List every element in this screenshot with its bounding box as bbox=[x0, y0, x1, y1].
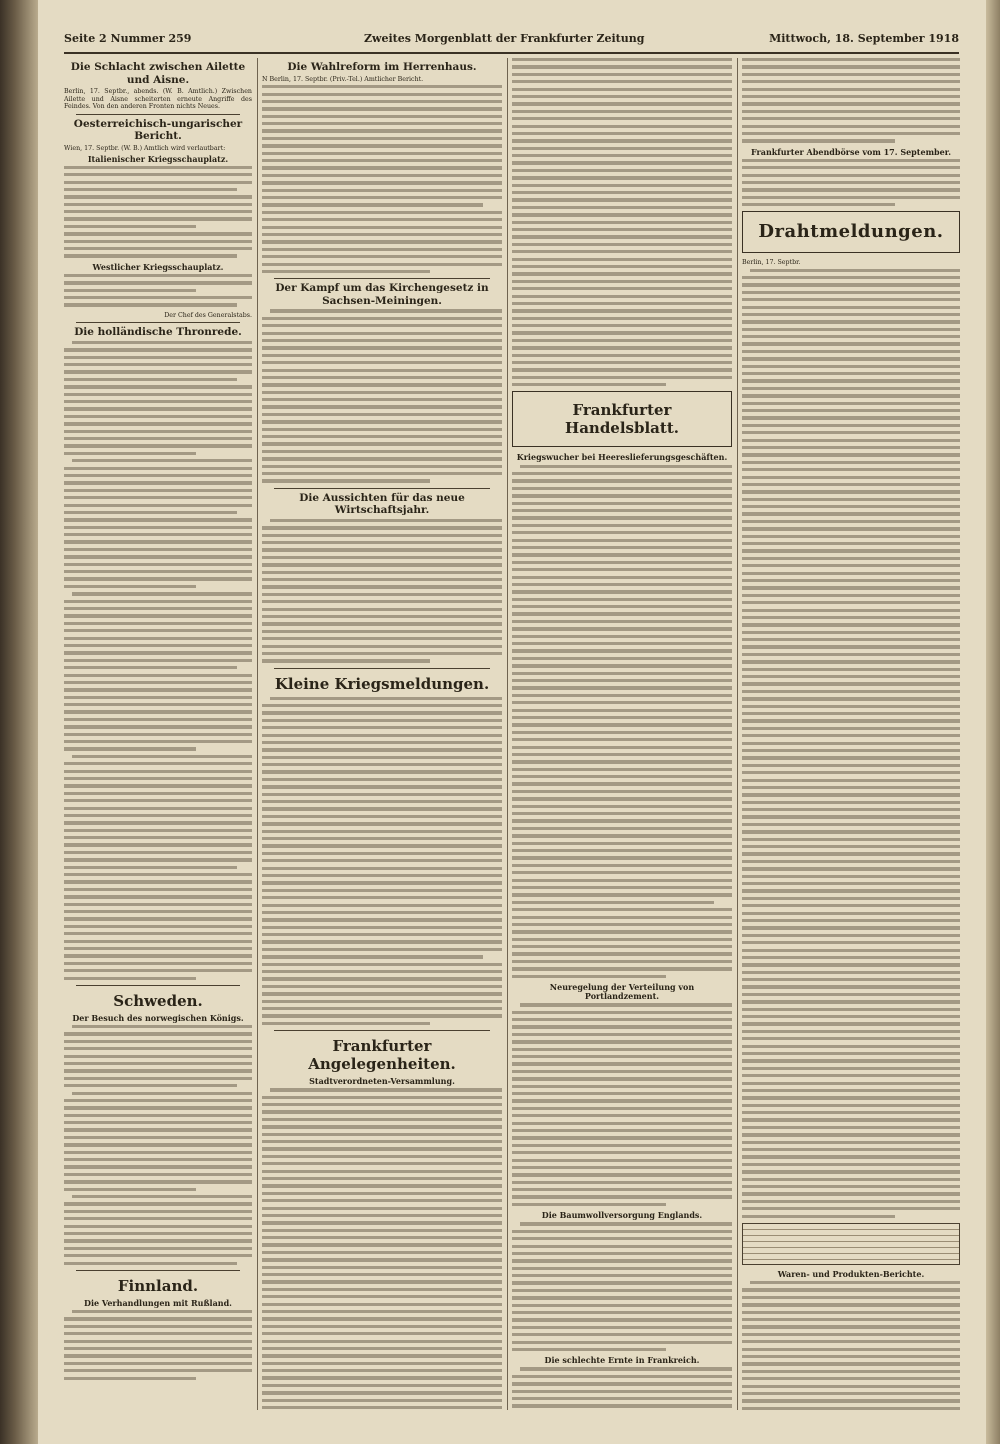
headline-sweden: Schweden. bbox=[113, 991, 203, 1010]
divider bbox=[274, 278, 490, 279]
masthead: Zweites Morgenblatt der Frankfurter Zeitung bbox=[364, 32, 645, 45]
headline-frankfurt-affairs: Frankfurter Angelegenheiten. bbox=[308, 1037, 456, 1074]
headline-war-reports: Kleine Kriegsmeldungen. bbox=[274, 674, 490, 693]
headline-economic-year: Die Aussichten für das neue Wirtschaftsjahr. bbox=[299, 491, 465, 517]
divider bbox=[76, 985, 240, 986]
subhead-commodity-reports: Waren- und Produkten-Berichte. bbox=[777, 1268, 925, 1279]
divider bbox=[274, 668, 490, 669]
article-body bbox=[512, 1003, 732, 1206]
article-body bbox=[262, 519, 502, 663]
subhead-evening-exchange: Frankfurter Abendbörse vom 17. September. bbox=[751, 146, 951, 157]
headline-finland: Finnland. bbox=[117, 1276, 199, 1295]
column-rule bbox=[257, 58, 258, 1410]
article-body bbox=[64, 166, 252, 258]
article-body bbox=[512, 58, 732, 386]
article-body bbox=[742, 58, 960, 143]
column-1 bbox=[64, 58, 252, 1410]
article-lead: Wien, 17. Septbr. (W. B.) Amtlich wird verlautbart: bbox=[64, 145, 226, 153]
divider bbox=[76, 322, 240, 323]
binding-left bbox=[0, 0, 38, 1444]
column-rule bbox=[737, 58, 738, 1410]
article-body bbox=[64, 1310, 252, 1380]
subhead-city-council: Stadtverordneten-Versammlung. bbox=[309, 1076, 455, 1087]
divider bbox=[76, 1270, 240, 1271]
article-body bbox=[742, 1281, 960, 1410]
subhead-norwegian-king: Der Besuch des norwegischen Königs. bbox=[72, 1012, 244, 1023]
article-lead: Berlin, 17. Septbr., abends. (W. B. Amtlich.) Zwischen Ailette und Aisne scheiterten erneute Angriffe des Feindes. Von den anderen Fronten nichts Neues. bbox=[64, 88, 252, 111]
article-body bbox=[742, 159, 960, 207]
column-rule bbox=[507, 58, 508, 1410]
headline-dutch-speech: Die holländische Thronrede. bbox=[74, 326, 242, 339]
subhead-french-harvest: Die schlechte Ernte in Frankreich. bbox=[544, 1355, 700, 1366]
price-table bbox=[742, 1223, 960, 1265]
signature: Der Chef des Generalstabs. bbox=[164, 311, 252, 319]
subhead-cotton: Die Baumwollversorgung Englands. bbox=[541, 1210, 703, 1221]
subhead-war-profiteering: Kriegswucher bei Heereslieferungsgeschäften. bbox=[516, 452, 728, 463]
binding-right bbox=[986, 0, 1000, 1444]
column-3 bbox=[512, 58, 732, 1410]
headline-austrian-report: Oesterreichisch-ungarischer Bericht. bbox=[73, 117, 243, 143]
article-body bbox=[64, 1025, 252, 1265]
article-body bbox=[262, 309, 502, 482]
subhead-western-front: Westlicher Kriegsschauplatz. bbox=[92, 261, 224, 272]
headline-commerce-section: Frankfurter Handelsblatt. bbox=[565, 401, 679, 438]
article-body bbox=[262, 697, 502, 1025]
article-body bbox=[262, 85, 502, 273]
article-body bbox=[64, 341, 252, 980]
column-4 bbox=[742, 58, 960, 1410]
subhead-negotiations: Die Verhandlungen mit Rußland. bbox=[84, 1297, 232, 1308]
article-body bbox=[262, 1088, 502, 1410]
headline-battle: Die Schlacht zwischen Ailette und Aisne. bbox=[70, 61, 246, 86]
divider bbox=[274, 1030, 490, 1031]
column-2 bbox=[262, 58, 502, 1410]
article-body bbox=[512, 1367, 732, 1410]
section-banner bbox=[512, 391, 732, 447]
issue-date: Mittwoch, 18. September 1918 bbox=[769, 32, 959, 45]
page-header bbox=[64, 30, 959, 54]
article-body bbox=[742, 269, 960, 1218]
article-body bbox=[512, 1222, 732, 1351]
headline-church-law: Der Kampf um das Kirchengesetz in Sachsen-Meiningen. bbox=[275, 282, 489, 307]
headline-electoral-reform: Die Wahlreform im Herrenhaus. bbox=[287, 61, 477, 73]
section-banner bbox=[742, 211, 960, 253]
headline-telegrams: Drahtmeldungen. bbox=[758, 221, 944, 243]
divider bbox=[274, 488, 490, 489]
article-body bbox=[64, 274, 252, 307]
subhead-cement: Neuregelung der Verteilung von Portlandzement. bbox=[549, 981, 695, 1002]
divider bbox=[76, 114, 240, 115]
subhead-italian-front: Italienischer Kriegsschauplatz. bbox=[87, 153, 229, 164]
article-lead: N Berlin, 17. Septbr. (Priv.-Tel.) Amtlicher Bericht. bbox=[262, 75, 424, 83]
page-number: Seite 2 Nummer 259 bbox=[64, 32, 192, 45]
article-body bbox=[512, 465, 732, 978]
article-lead: Berlin, 17. Septbr. bbox=[742, 259, 801, 267]
